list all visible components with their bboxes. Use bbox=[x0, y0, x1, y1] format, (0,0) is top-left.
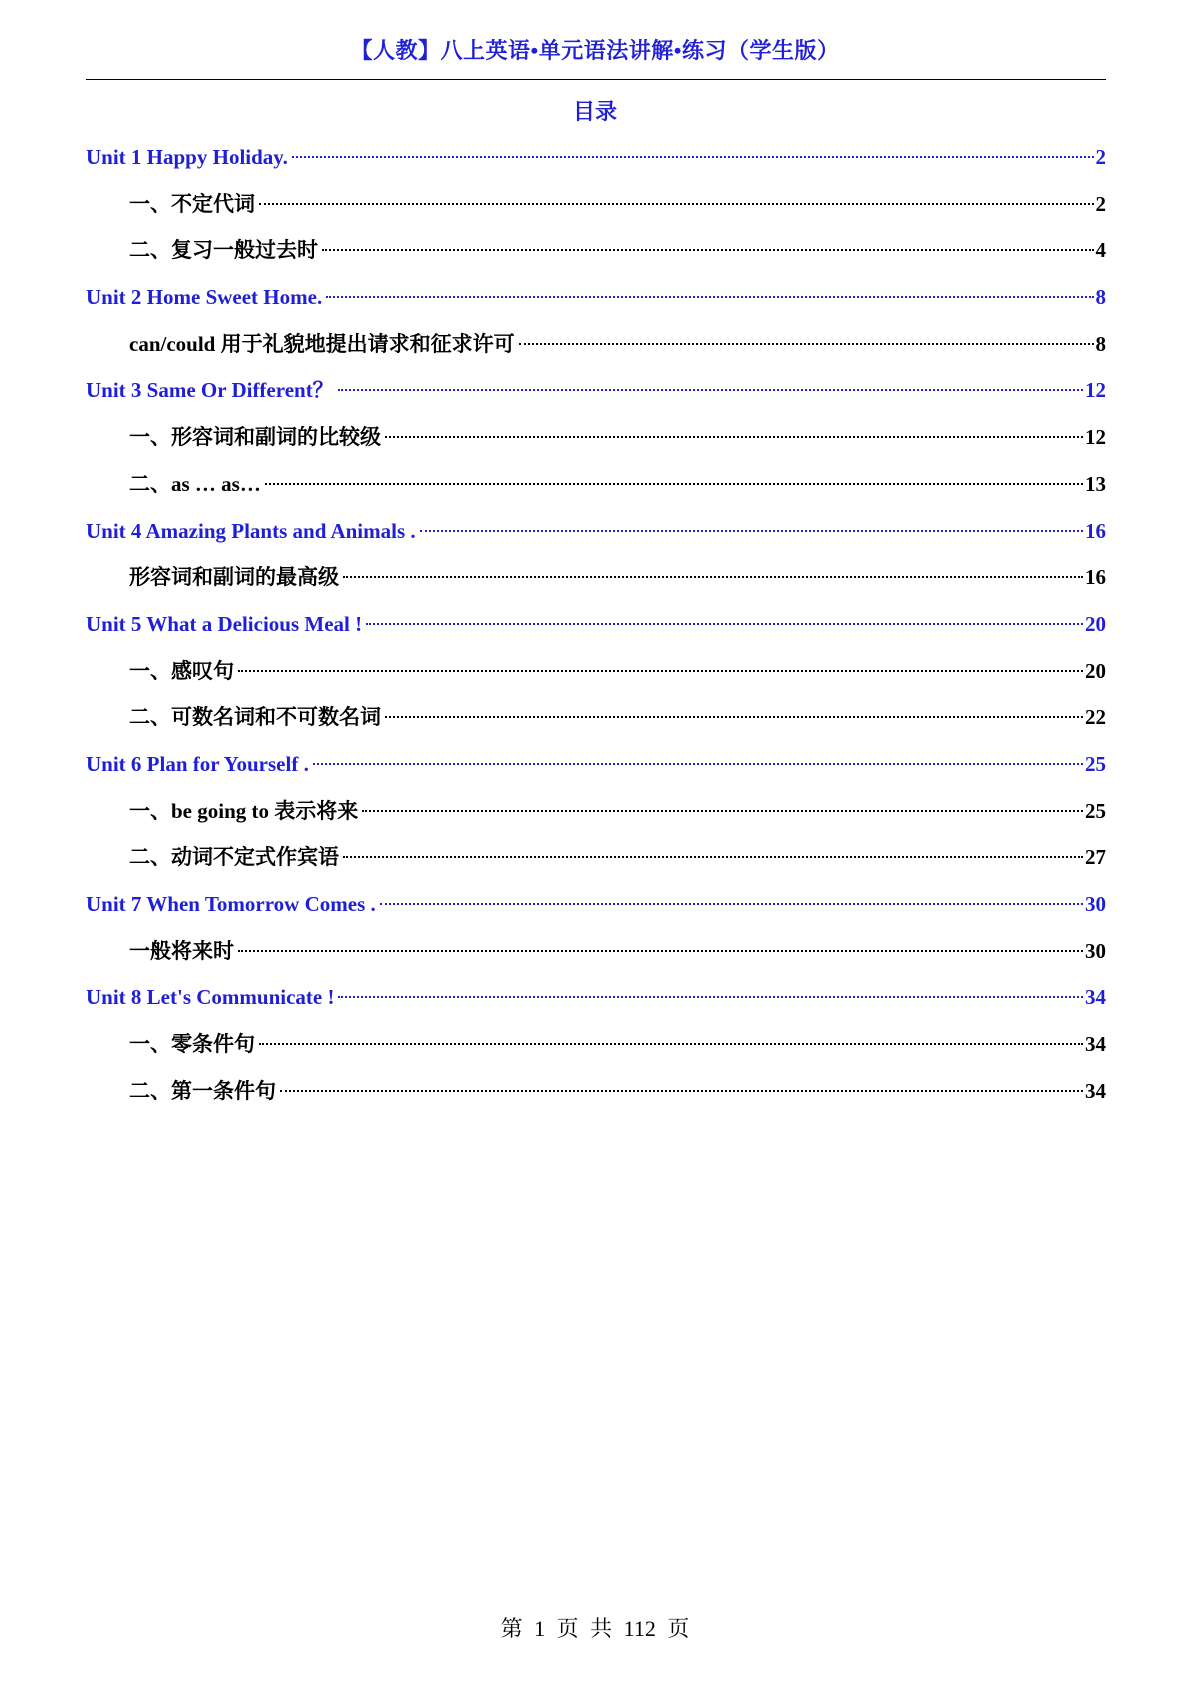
toc-subsection-entry[interactable] bbox=[86, 648, 1106, 695]
toc-unit-entry[interactable] bbox=[86, 508, 1106, 555]
toc-unit-entry[interactable] bbox=[86, 974, 1106, 1021]
toc-entry-label: can/could 用于礼貌地提出请求和征求许可 bbox=[129, 331, 515, 356]
toc-entry-label: Unit 4 Amazing Plants and Animals . bbox=[86, 518, 416, 543]
toc-entry-page-number: 20 bbox=[1085, 658, 1106, 683]
toc-entry-label: Unit 3 Same Or Different？ bbox=[86, 378, 334, 403]
toc-entry-label: Unit 8 Let's Communicate ! bbox=[86, 985, 335, 1010]
toc-unit-entry[interactable] bbox=[86, 367, 1106, 414]
dot-leader bbox=[313, 763, 1083, 765]
toc-entry-page-number: 20 bbox=[1085, 611, 1106, 636]
dot-leader bbox=[280, 1090, 1083, 1092]
toc-entry-label: 一、形容词和副词的比较级 bbox=[129, 425, 381, 450]
toc-entry-label: 二、动词不定式作宾语 bbox=[129, 845, 339, 870]
toc-entry-page-number: 34 bbox=[1085, 1078, 1106, 1103]
dot-leader bbox=[366, 623, 1083, 625]
toc-entry-page-number: 12 bbox=[1085, 425, 1106, 450]
dot-leader bbox=[385, 716, 1083, 718]
toc-entry-page-number: 16 bbox=[1085, 518, 1106, 543]
dot-leader bbox=[519, 343, 1094, 345]
toc-entry-page-number: 22 bbox=[1085, 705, 1106, 730]
toc-entry-label: 一、be going to 表示将来 bbox=[129, 798, 359, 823]
toc-entry-page-number: 16 bbox=[1085, 565, 1106, 590]
toc-subsection-entry[interactable] bbox=[86, 414, 1106, 461]
dot-leader bbox=[420, 530, 1083, 532]
toc-unit-entry[interactable] bbox=[86, 274, 1106, 321]
toc-entry-label: Unit 6 Plan for Yourself . bbox=[86, 751, 309, 776]
dot-leader bbox=[238, 670, 1083, 672]
toc-entry-label: 形容词和副词的最高级 bbox=[129, 565, 339, 590]
toc-subsection-entry[interactable] bbox=[86, 788, 1106, 835]
dot-leader bbox=[292, 156, 1094, 158]
toc-entry-page-number: 8 bbox=[1095, 285, 1106, 310]
toc-entry-page-number: 25 bbox=[1085, 751, 1106, 776]
toc-subsection-entry[interactable] bbox=[86, 554, 1106, 601]
toc-entry-label: 二、第一条件句 bbox=[129, 1078, 276, 1103]
header-divider bbox=[86, 79, 1106, 80]
toc-unit-entry[interactable] bbox=[86, 134, 1106, 181]
dot-leader bbox=[338, 996, 1083, 998]
toc-entry-page-number: 12 bbox=[1085, 378, 1106, 403]
toc-subsection-entry[interactable] bbox=[86, 227, 1106, 274]
dot-leader bbox=[326, 296, 1093, 298]
dot-leader bbox=[343, 576, 1083, 578]
toc-entry-page-number: 4 bbox=[1095, 238, 1106, 263]
toc-entry-label: Unit 2 Home Sweet Home. bbox=[86, 285, 323, 310]
toc-title: 目录 bbox=[572, 99, 617, 124]
toc-subsection-entry[interactable] bbox=[86, 834, 1106, 881]
toc-subsection-entry[interactable] bbox=[86, 181, 1106, 228]
toc-entry-page-number: 13 bbox=[1085, 471, 1106, 496]
toc-entry-label: 一、不定代词 bbox=[129, 191, 255, 216]
dot-leader bbox=[259, 203, 1094, 205]
toc-entry-label: Unit 5 What a Delicious Meal ! bbox=[86, 611, 363, 636]
toc-subsection-entry[interactable] bbox=[86, 694, 1106, 741]
dot-leader bbox=[259, 1043, 1083, 1045]
toc-subsection-entry[interactable] bbox=[86, 928, 1106, 975]
toc-entry-page-number: 30 bbox=[1085, 892, 1106, 916]
toc-subsection-entry[interactable] bbox=[86, 321, 1106, 368]
toc-entry-label: 二、可数名词和不可数名词 bbox=[129, 705, 381, 730]
dot-leader bbox=[362, 810, 1083, 812]
toc-entry-page-number: 25 bbox=[1085, 798, 1106, 823]
dot-leader bbox=[322, 249, 1094, 251]
toc-entry-page-number: 27 bbox=[1085, 845, 1106, 870]
toc-entry-label: 一般将来时 bbox=[129, 938, 234, 963]
dot-leader bbox=[338, 389, 1083, 391]
page-footer: 第 1 页 共 112 页 bbox=[500, 1616, 690, 1641]
toc-entry-label: 一、零条件句 bbox=[129, 1032, 255, 1057]
toc-entry-label: 二、复习一般过去时 bbox=[129, 238, 318, 263]
toc-entry-label: 一、感叹句 bbox=[129, 658, 234, 683]
toc-entry-page-number: 30 bbox=[1085, 938, 1106, 963]
toc-entry-page-number: 34 bbox=[1085, 985, 1106, 1010]
dot-leader bbox=[385, 436, 1083, 438]
toc-subsection-entry[interactable] bbox=[86, 461, 1106, 508]
toc-subsection-entry[interactable] bbox=[86, 1068, 1106, 1115]
toc-entry-label: Unit 1 Happy Holiday. bbox=[86, 145, 288, 169]
toc-unit-entry[interactable] bbox=[86, 881, 1106, 928]
toc-entry-label: 二、as … as… bbox=[129, 471, 261, 496]
toc-subsection-entry[interactable] bbox=[86, 1021, 1106, 1068]
toc-entry-label: Unit 7 When Tomorrow Comes . bbox=[86, 892, 376, 916]
dot-leader bbox=[265, 483, 1083, 485]
dot-leader bbox=[343, 856, 1083, 858]
toc-entry-page-number: 2 bbox=[1095, 191, 1106, 216]
table-of-contents bbox=[86, 134, 1106, 1114]
toc-unit-entry[interactable] bbox=[86, 601, 1106, 648]
toc-entry-page-number: 34 bbox=[1085, 1032, 1106, 1057]
toc-entry-page-number: 2 bbox=[1095, 145, 1106, 169]
toc-unit-entry[interactable] bbox=[86, 741, 1106, 788]
dot-leader bbox=[238, 950, 1083, 952]
toc-entry-page-number: 8 bbox=[1095, 331, 1106, 356]
page-header-title: 【人教】八上英语•单元语法讲解•练习（学生版） bbox=[350, 38, 840, 63]
dot-leader bbox=[380, 903, 1083, 905]
